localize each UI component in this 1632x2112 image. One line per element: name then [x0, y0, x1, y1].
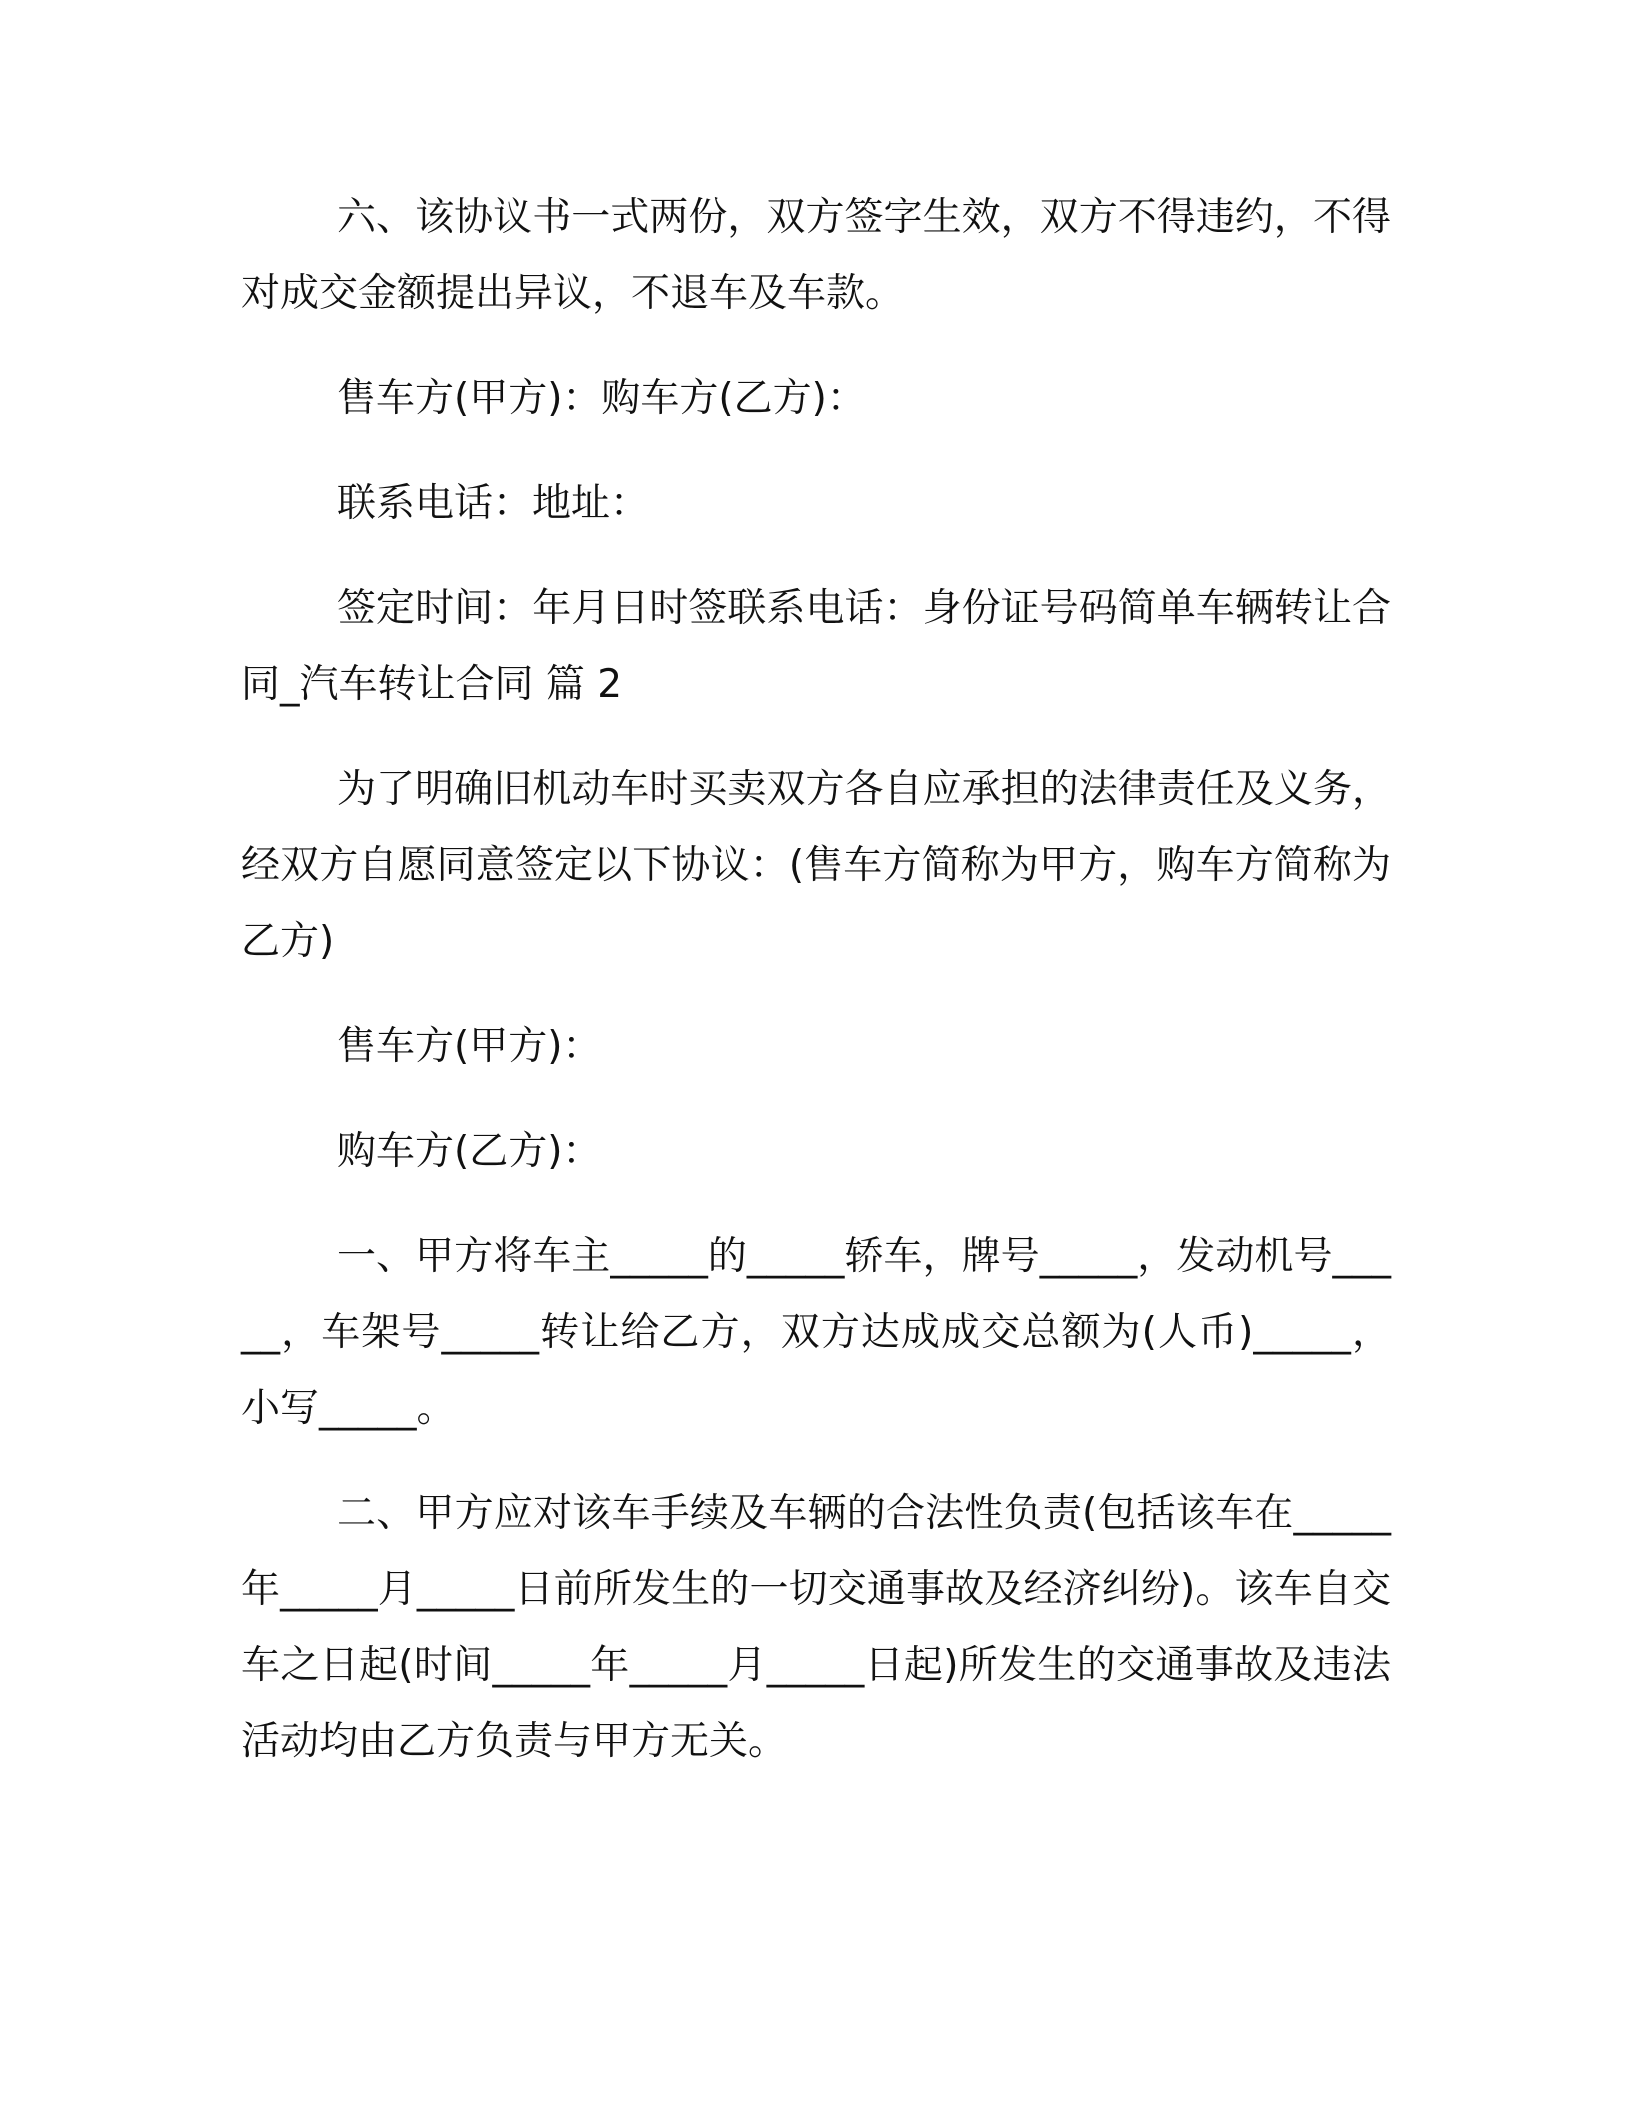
paragraph-contact-address: 联系电话：地址：	[337, 481, 650, 526]
paragraph-seller: 售车方(甲方)：	[337, 1024, 602, 1069]
document-body	[241, 180, 1391, 1809]
paragraph-preamble: 为了明确旧机动车时买卖双方各自应承担的法律责任及义务，经双方自愿同意签定以下协议：(售车方简称为甲方，购车方简称为乙方)	[241, 767, 1391, 964]
paragraph-signing-time: 签定时间：年月日时签联系电话：身份证号码简单车辆转让合同_汽车转让合同 篇 2	[241, 586, 1391, 707]
paragraph-buyer: 购车方(乙方)：	[337, 1129, 602, 1174]
paragraph-clause-six: 六、该协议书一式两份，双方签字生效，双方不得违约，不得对成交金额提出异议，不退车及车款。	[241, 195, 1391, 316]
paragraph-clause-two: 二、甲方应对该车手续及车辆的合法性负责(包括该车在_____年_____月_____日前所发生的一切交通事故及经济纠纷)。该车自交车之日起(时间_____年_____月_____日起)所发生的交通事故及违法活动均由乙方负责与甲方无关。	[241, 1491, 1391, 1764]
paragraph-clause-one: 一、甲方将车主_____的_____轿车，牌号_____，发动机号_____，车架号_____转让给乙方，双方达成成交总额为(人币)_____，小写_____。	[241, 1234, 1391, 1431]
paragraph-seller-buyer: 售车方(甲方)：购车方(乙方)：	[337, 376, 866, 421]
